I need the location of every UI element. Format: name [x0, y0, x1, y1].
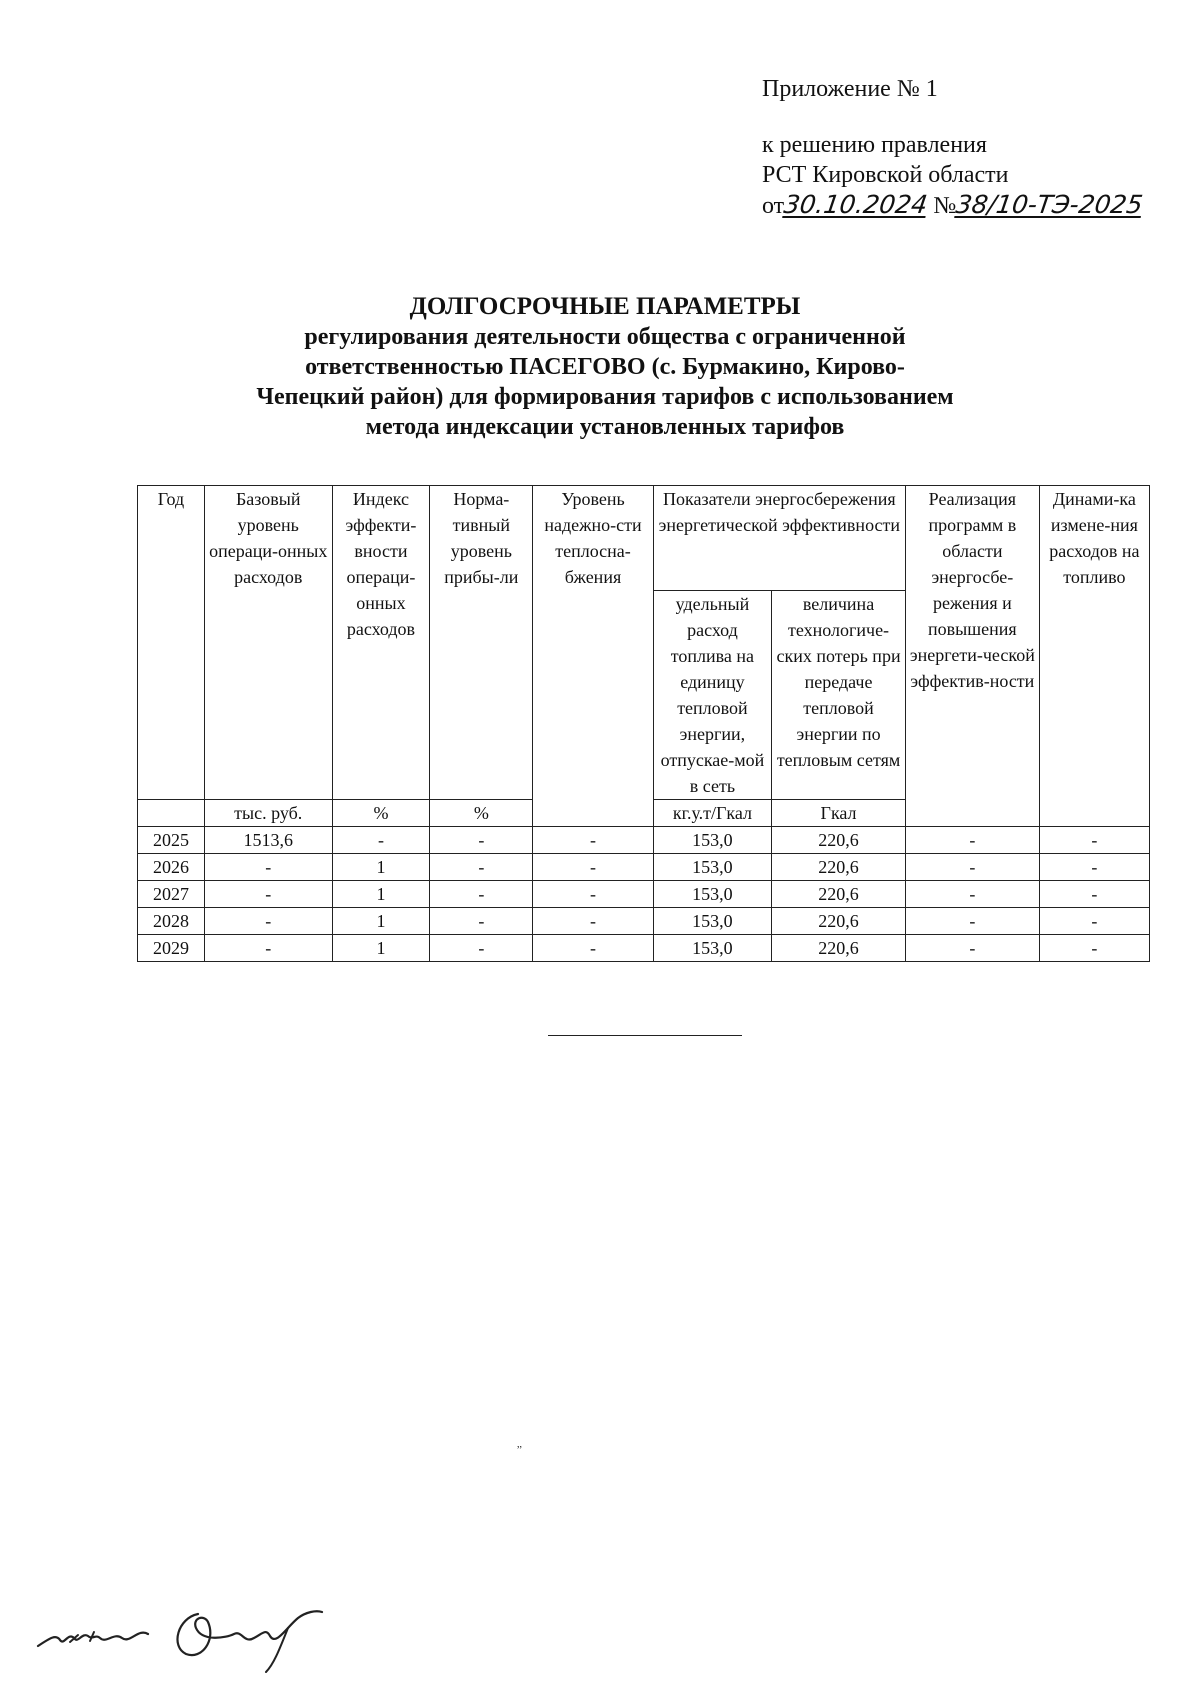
header-year: Год: [138, 486, 205, 800]
table-row: [138, 908, 1150, 935]
cell-fuel: 153,0: [653, 854, 771, 881]
cell-losses: 220,6: [772, 854, 906, 881]
cell-losses: 220,6: [772, 881, 906, 908]
cell-year: 2029: [138, 935, 205, 962]
header-reliability: Уровень надежно-сти теплосна-бжения: [533, 486, 653, 827]
cell-profit: -: [430, 827, 533, 854]
cell-reliability: -: [533, 854, 653, 881]
handwritten-number: 38/10-ТЭ-2025: [954, 190, 1145, 219]
header-fuel-dynamics: Динами-ка измене-ния расходов на топливо: [1039, 486, 1149, 827]
cell-profit: -: [430, 908, 533, 935]
cell-year: 2025: [138, 827, 205, 854]
unit-base-level: тыс. руб.: [204, 800, 332, 827]
table-row: [138, 935, 1150, 962]
cell-dynamics: -: [1039, 908, 1149, 935]
document-title: [150, 292, 1060, 442]
unit-specific-fuel: кг.у.т/Гкал: [653, 800, 771, 827]
cell-index: 1: [332, 881, 430, 908]
header-energy-indicators: Показатели энергосбережения энергетической эффективности: [653, 486, 905, 591]
cell-fuel: 153,0: [653, 881, 771, 908]
cell-programs: -: [905, 881, 1039, 908]
table-row: [138, 881, 1150, 908]
cell-reliability: -: [533, 827, 653, 854]
scan-speck: ,,: [517, 1439, 522, 1450]
cell-year: 2027: [138, 881, 205, 908]
cell-base: -: [204, 854, 332, 881]
header-base-level: Базовый уровень операци-онных расходов: [204, 486, 332, 800]
cell-dynamics: -: [1039, 827, 1149, 854]
number-prefix: №: [933, 193, 957, 219]
cell-programs: -: [905, 935, 1039, 962]
cell-programs: -: [905, 827, 1039, 854]
title-line-3: Чепецкий район) для формирования тарифов с использованием: [256, 384, 954, 410]
cell-base: -: [204, 881, 332, 908]
unit-normative-profit: %: [430, 800, 533, 827]
cell-programs: -: [905, 908, 1039, 935]
cell-profit: -: [430, 854, 533, 881]
header-tech-losses: величина технологиче-ских потерь при передаче тепловой энергии по тепловым сетям: [772, 591, 906, 800]
title-main: ДОЛГОСРОЧНЫЕ ПАРАМЕТРЫ: [409, 293, 801, 320]
title-line-2: ответственностью ПАСЕГОВО (с. Бурмакино, Кирово-: [305, 354, 905, 380]
end-rule: [548, 1035, 742, 1036]
table-row: [138, 827, 1150, 854]
title-line-4: метода индексации установленных тарифов: [365, 414, 845, 440]
cell-index: 1: [332, 935, 430, 962]
cell-base: -: [204, 908, 332, 935]
cell-profit: -: [430, 935, 533, 962]
cell-losses: 220,6: [772, 908, 906, 935]
header-specific-fuel: удельный расход топлива на единицу тепловой энергии, отпускае-мой в сеть: [653, 591, 771, 800]
cell-losses: 220,6: [772, 935, 906, 962]
cell-base: 1513,6: [204, 827, 332, 854]
header-efficiency-index: Индекс эффекти-вности операци-онных расходов: [332, 486, 430, 800]
cell-base: -: [204, 935, 332, 962]
cell-fuel: 153,0: [653, 827, 771, 854]
unit-year: [138, 800, 205, 827]
cell-year: 2028: [138, 908, 205, 935]
cell-index: 1: [332, 854, 430, 881]
appendix-date-line: [762, 190, 1143, 221]
cell-fuel: 153,0: [653, 908, 771, 935]
appendix-line-2: РСТ Кировской области: [762, 162, 1009, 188]
cell-year: 2026: [138, 854, 205, 881]
appendix-line-1: к решению правления: [762, 132, 987, 158]
header-row-1: [138, 486, 1150, 591]
cell-programs: -: [905, 854, 1039, 881]
appendix-title: Приложение № 1: [762, 76, 938, 102]
cell-fuel: 153,0: [653, 935, 771, 962]
cell-reliability: -: [533, 908, 653, 935]
cell-index: -: [332, 827, 430, 854]
unit-efficiency-index: %: [332, 800, 430, 827]
header-normative-profit: Норма-тивный уровень прибы-ли: [430, 486, 533, 800]
cell-dynamics: -: [1039, 935, 1149, 962]
cell-index: 1: [332, 908, 430, 935]
handwritten-date: 30.10.2024: [782, 190, 930, 219]
parameters-table: [137, 485, 1150, 962]
unit-tech-losses: Гкал: [772, 800, 906, 827]
signature-icon: [30, 1588, 330, 1678]
cell-reliability: -: [533, 881, 653, 908]
date-prefix: от: [762, 193, 785, 219]
cell-losses: 220,6: [772, 827, 906, 854]
title-line-1: регулирования деятельности общества с ограниченной: [304, 324, 906, 350]
cell-dynamics: -: [1039, 854, 1149, 881]
table-row: [138, 854, 1150, 881]
header-programs: Реализация программ в области энергосбе-режения и повышения энергети-ческой эффектив-ности: [905, 486, 1039, 827]
cell-reliability: -: [533, 935, 653, 962]
appendix-block: [762, 74, 1143, 221]
cell-profit: -: [430, 881, 533, 908]
cell-dynamics: -: [1039, 881, 1149, 908]
